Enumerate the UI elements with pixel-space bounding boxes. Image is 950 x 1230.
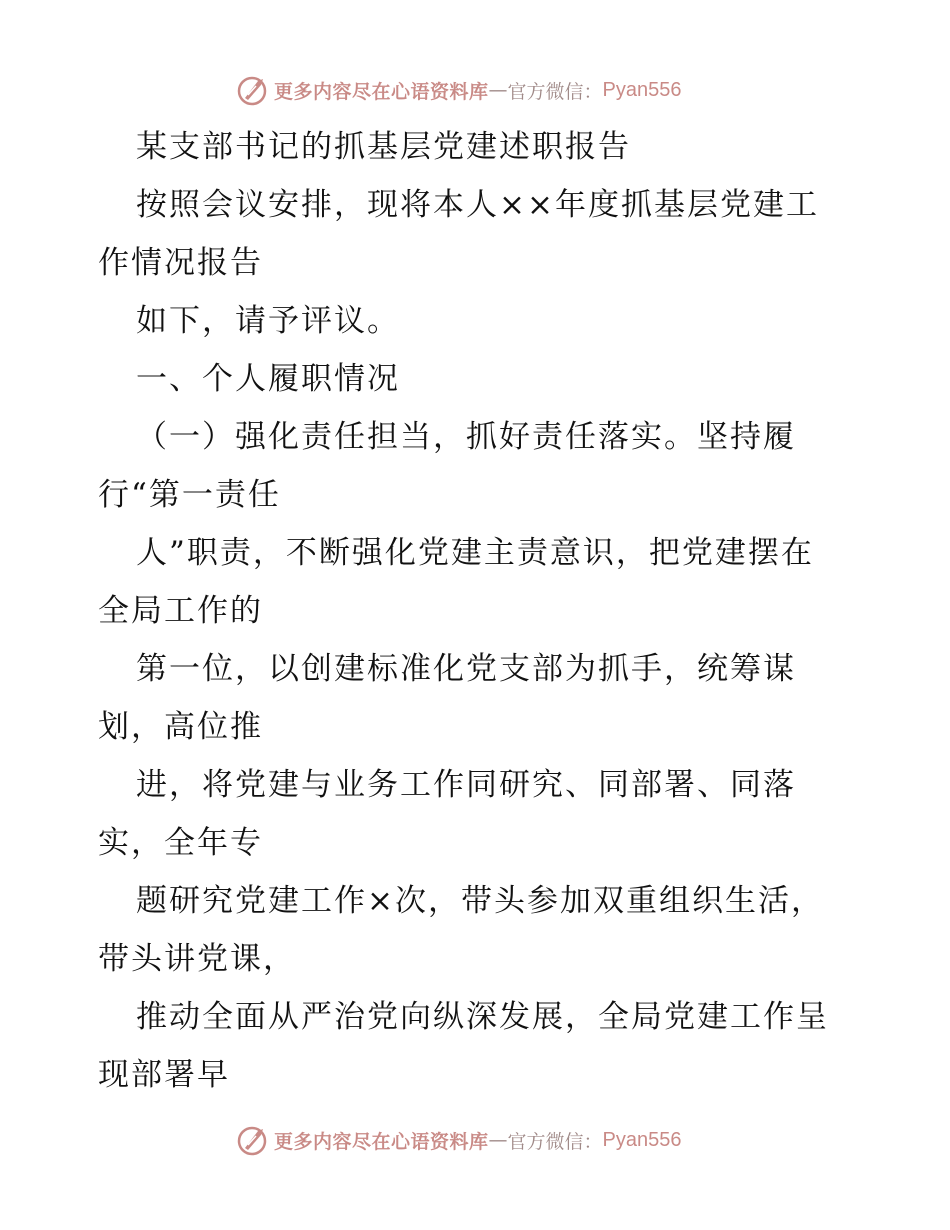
paragraph-line: 实，全年专 xyxy=(98,825,263,861)
paragraph-line: （一）强化责任担当，抓好责任落实。坚持履 xyxy=(136,419,796,455)
watermark-wechat-id: Pyan556 xyxy=(602,1128,682,1151)
paragraph-line: 作情况报告 xyxy=(98,245,263,281)
watermark-slogan: 更多内容尽在心语资料库 xyxy=(274,1130,489,1153)
paragraph-line: 推动全面从严治党向纵深发展，全局党建工作呈 xyxy=(136,999,829,1035)
paragraph-line: 人”职责，不断强化党建主责意识，把党建摆在 xyxy=(136,535,814,571)
paragraph-line: 进，将党建与业务工作同研究、同部署、同落 xyxy=(136,767,796,803)
document-title: 某支部书记的抓基层党建述职报告 xyxy=(136,129,631,165)
quill-pen-logo-icon xyxy=(236,1123,270,1157)
footer-watermark-banner xyxy=(236,1122,716,1158)
paragraph-line: 题研究党建工作×次，带头参加双重组织生活， xyxy=(136,883,824,919)
paragraph-line: 按照会议安排，现将本人××年度抓基层党建工 xyxy=(136,187,819,223)
watermark-wechat-id: Pyan556 xyxy=(602,78,682,101)
paragraph-line: 第一位，以创建标准化党支部为抓手，统筹谋 xyxy=(136,651,796,687)
header-watermark-banner xyxy=(236,72,716,108)
paragraph-line: 带头讲党课， xyxy=(98,941,296,977)
paragraph-line: 划，高位推 xyxy=(98,709,263,745)
paragraph-line: 行“第一责任 xyxy=(98,477,281,513)
quill-pen-logo-icon xyxy=(236,73,270,107)
document-body xyxy=(98,118,858,1104)
watermark-separator: — xyxy=(488,1129,508,1151)
paragraph-line: 全局工作的 xyxy=(98,593,263,629)
watermark-separator: — xyxy=(488,79,508,101)
watermark-wechat-label: 官方微信： xyxy=(507,1130,603,1153)
watermark-wechat-label: 官方微信： xyxy=(507,80,603,103)
paragraph-line: 如下，请予评议。 xyxy=(136,303,400,339)
paragraph-line: 现部署早 xyxy=(98,1057,230,1093)
watermark-slogan: 更多内容尽在心语资料库 xyxy=(274,80,489,103)
section-heading: 一、个人履职情况 xyxy=(136,361,400,397)
